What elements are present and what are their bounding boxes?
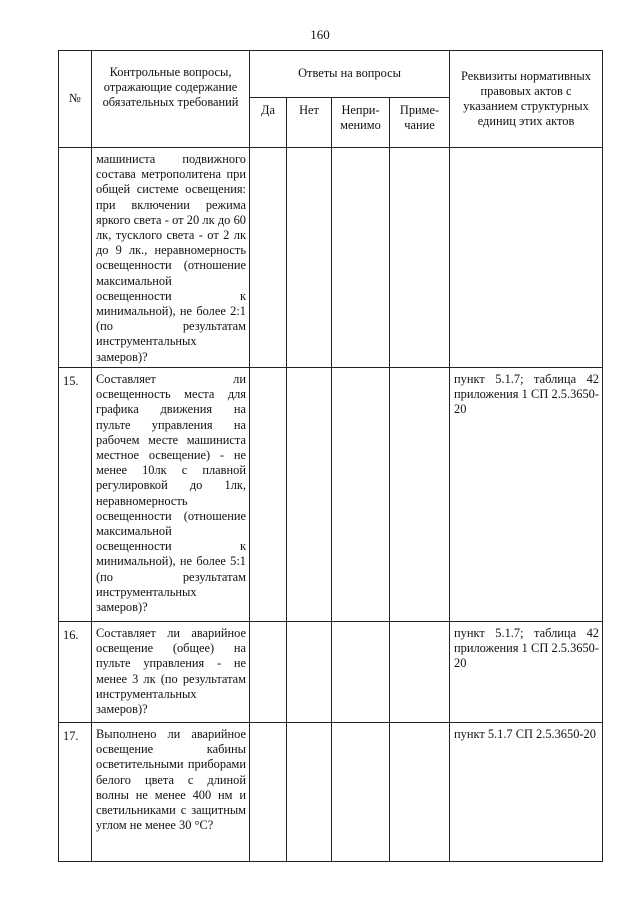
- row-question: Выполнено ли аварийное освещение кабины осветительными приборами белого цвета с длиной волны не менее 400 нм и светильниками с защитным углом не менее 30 °С?: [92, 723, 250, 862]
- row-number: 16.: [59, 622, 92, 723]
- answer-no-cell[interactable]: [287, 723, 332, 862]
- table-row: [59, 723, 603, 862]
- table-row: [59, 368, 603, 622]
- answer-no-cell[interactable]: [287, 368, 332, 622]
- row-question: Составляет ли освещенность места для графика движения на пульте управления на рабочем месте машиниста местное освещение) - не менее 10лк с плавной регулировкой до 1лк, неравномерность освещенности (отношение максимальной освещенности к минимальной), не более 5:1 (по результатам инструментальных замеров)?: [92, 368, 250, 622]
- answer-yes-cell[interactable]: [250, 148, 287, 368]
- answer-no-cell[interactable]: [287, 148, 332, 368]
- answer-na-cell[interactable]: [332, 622, 390, 723]
- header-yes: Да: [250, 98, 287, 148]
- header-questions: Контрольные вопросы, отражающие содержание обязательных требований: [92, 51, 250, 148]
- header-answers: Ответы на вопросы: [250, 51, 450, 98]
- row-question: машиниста подвижного состава метрополитена при общей системе освещения: при включении режима яркого света - от 20 лк до 60 лк, тусклого света - от 2 лк до 9 лк., неравномерность освещенности (отношение максимальной освещенности к минимальной), не более 2:1 (по результатам инструментальных замеров)?: [92, 148, 250, 368]
- answer-note-cell[interactable]: [390, 723, 450, 862]
- row-requisites: пункт 5.1.7 СП 2.5.3650-20: [450, 723, 603, 862]
- header-requisites: Реквизиты нормативных правовых актов с указанием структурных единиц этих актов: [450, 51, 603, 148]
- answer-yes-cell[interactable]: [250, 622, 287, 723]
- row-requisites: [450, 148, 603, 368]
- header-not-applicable: Непри-менимо: [332, 98, 390, 148]
- answer-na-cell[interactable]: [332, 148, 390, 368]
- answer-na-cell[interactable]: [332, 723, 390, 862]
- header-number: №: [59, 51, 92, 148]
- header-note: Приме-чание: [390, 98, 450, 148]
- row-number: 15.: [59, 368, 92, 622]
- header-row-1: [59, 51, 603, 98]
- row-requisites: пункт 5.1.7; таблица 42 приложения 1 СП 2.5.3650-20: [450, 622, 603, 723]
- answer-na-cell[interactable]: [332, 368, 390, 622]
- answer-yes-cell[interactable]: [250, 368, 287, 622]
- row-question: Составляет ли аварийное освещение (общее) на пульте управления - не менее 3 лк (по результатам инструментальных замеров)?: [92, 622, 250, 723]
- header-no: Нет: [287, 98, 332, 148]
- answer-note-cell[interactable]: [390, 368, 450, 622]
- checklist-table: [58, 50, 603, 862]
- answer-note-cell[interactable]: [390, 148, 450, 368]
- row-requisites: пункт 5.1.7; таблица 42 приложения 1 СП 2.5.3650-20: [450, 368, 603, 622]
- answer-yes-cell[interactable]: [250, 723, 287, 862]
- table-row: [59, 148, 603, 368]
- page-number: 160: [310, 27, 330, 42]
- row-number: 17.: [59, 723, 92, 862]
- answer-note-cell[interactable]: [390, 622, 450, 723]
- row-number: [59, 148, 92, 368]
- table-row: [59, 622, 603, 723]
- answer-no-cell[interactable]: [287, 622, 332, 723]
